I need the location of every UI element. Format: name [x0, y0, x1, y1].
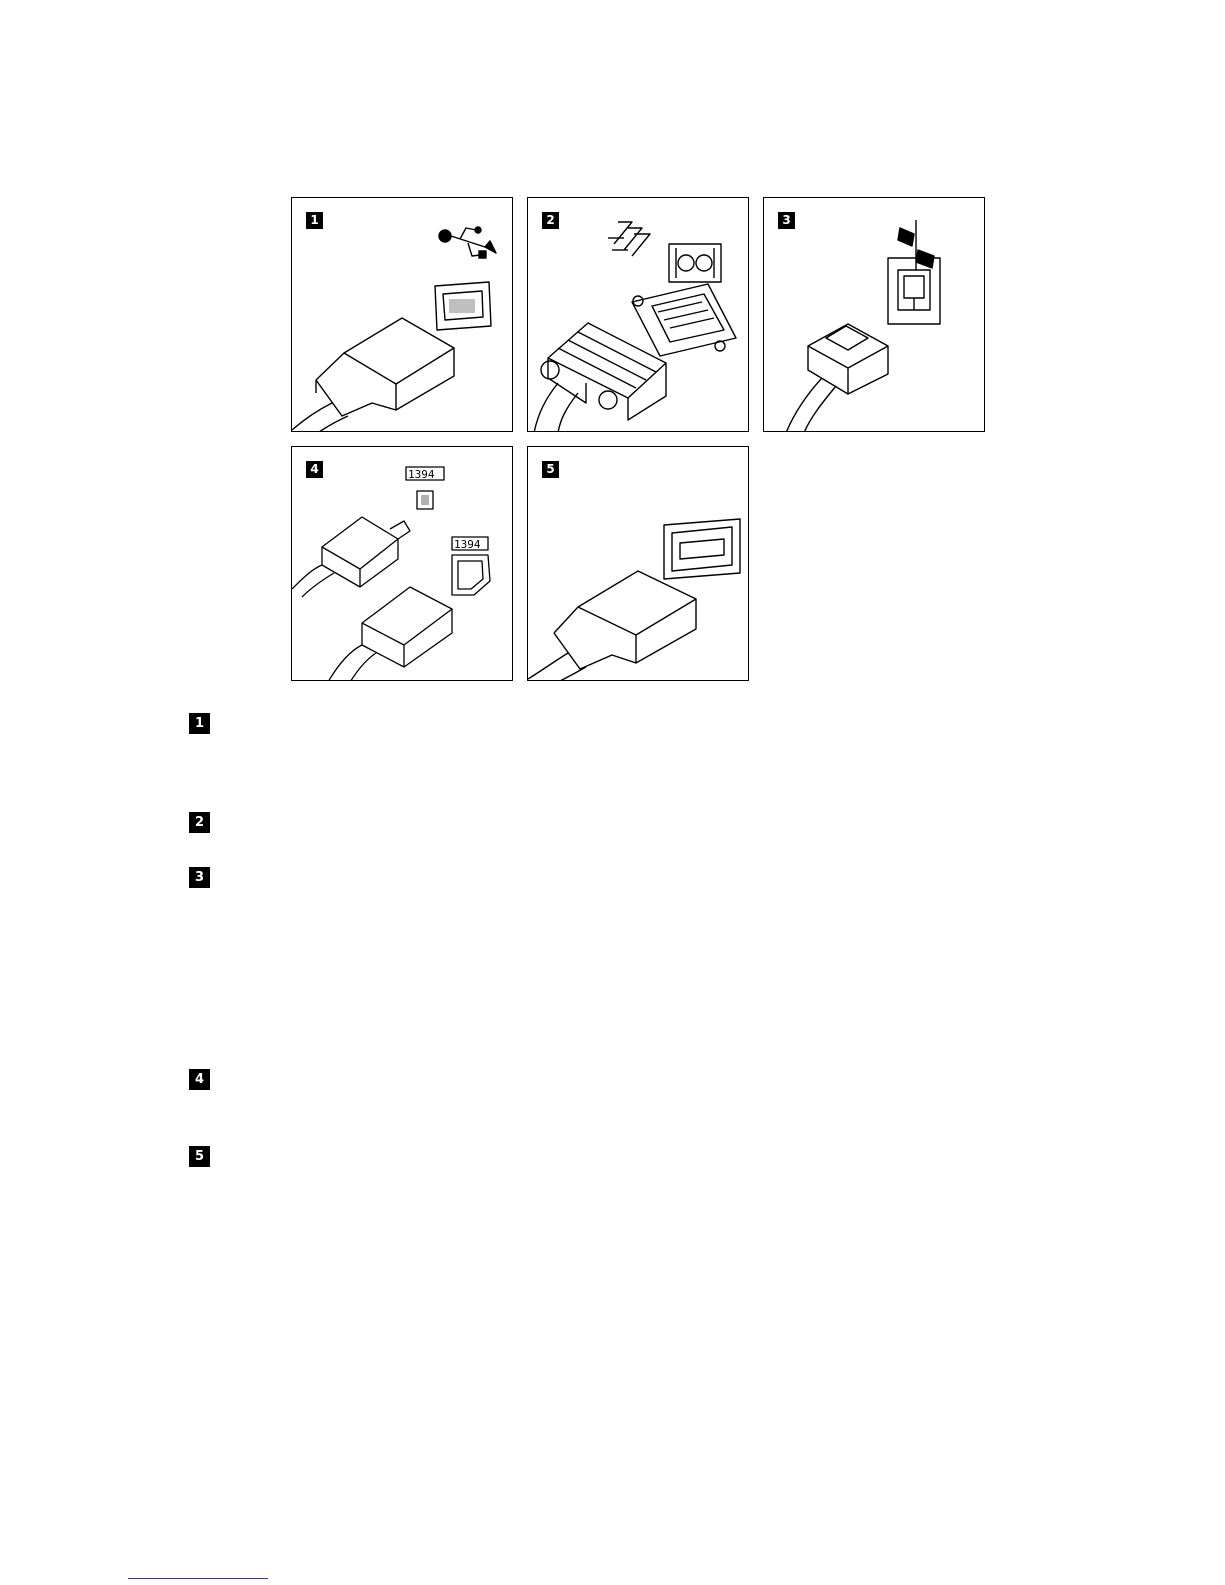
callout-marker: 4	[189, 1069, 210, 1090]
panel-badge: 2	[542, 212, 559, 229]
serial-connector-illustration	[528, 198, 749, 432]
callout-marker: 3	[189, 867, 210, 888]
callout-marker: 1	[189, 713, 210, 734]
ethernet-icon	[898, 220, 934, 270]
serial-connector-panel	[527, 197, 749, 432]
callout-marker: 5	[189, 1146, 210, 1167]
ieee1394-label-top: 1394	[408, 468, 435, 481]
footer-rule	[128, 1578, 268, 1579]
ieee1394-connector-illustration	[292, 447, 513, 681]
esata-connector-illustration	[528, 447, 749, 681]
usb-connector-illustration	[292, 198, 513, 432]
callout-marker: 2	[189, 812, 210, 833]
ieee1394-label-bottom: 1394	[454, 538, 481, 551]
usb-connector-panel	[291, 197, 513, 432]
esata-connector-panel	[527, 446, 749, 681]
esata-icon	[528, 519, 740, 681]
usb-icon: .	[292, 198, 293, 199]
panel-badge: 5	[542, 461, 559, 478]
serial-port-icon	[608, 222, 650, 256]
ethernet-connector-illustration	[764, 198, 985, 432]
panel-badge: 3	[778, 212, 795, 229]
usb-icon	[439, 227, 496, 258]
ethernet-connector-panel	[763, 197, 985, 432]
ieee1394-connector-panel	[291, 446, 513, 681]
panel-badge: 1	[306, 212, 323, 229]
panel-badge: 4	[306, 461, 323, 478]
